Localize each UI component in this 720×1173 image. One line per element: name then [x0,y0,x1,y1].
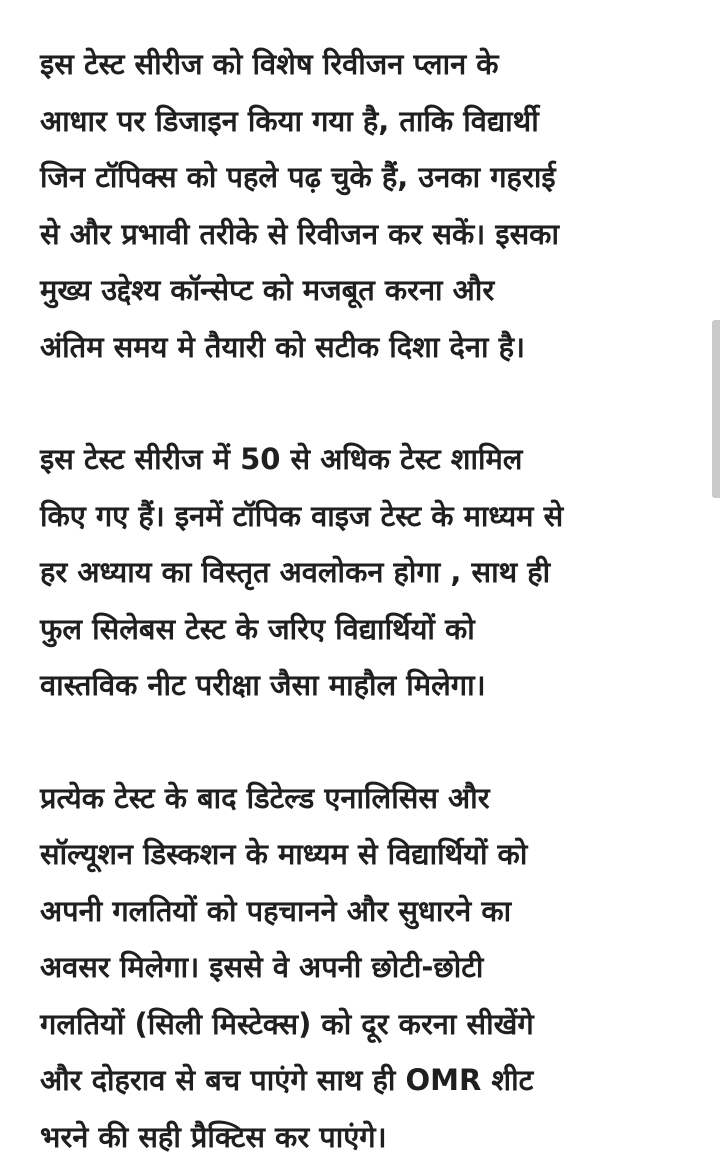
text-line: और दोहराव से बच पाएंगे साथ ही OMR शीट [40,1063,534,1097]
scrollbar-thumb[interactable] [712,320,720,498]
text-line: से और प्रभावी तरीके से रिवीजन कर सकें। इसका [40,216,559,251]
text-line: फुल सिलेबस टेस्ट के जरिए विद्यार्थियों को [40,611,475,646]
article-body [40,36,690,1165]
text-line: वास्तविक नीट परीक्षा जैसा माहौल मिलेगा। [40,668,486,702]
paragraph-revision-plan [40,36,690,375]
paragraph-test-count [40,431,690,714]
text-line: इस टेस्ट सीरीज में 50 से अधिक टेस्ट शामिल [40,442,523,476]
text-line: किए गए हैं। इनमें टॉपिक वाइज टेस्ट के माध्यम से [40,498,564,533]
text-line: आधार पर डिजाइन किया गया है, ताकि विद्यार्थी [40,103,539,138]
text-line: प्रत्येक टेस्ट के बाद डिटेल्ड एनालिसिस और [40,780,490,815]
text-line: अंतिम समय मे तैयारी को सटीक दिशा देना है। [40,329,525,364]
text-line: अपनी गलतियों को पहचानने और सुधारने का [40,893,512,928]
text-line: गलतियों (सिली मिस्टेक्स) को दूर करना सीखेंगे [40,1006,534,1041]
text-line: सॉल्यूशन डिस्कशन के माध्यम से विद्यार्थियों को [40,837,528,871]
text-line: जिन टॉपिक्स को पहले पढ़ चुके हैं, उनका गहराई [40,160,556,194]
text-line: मुख्य उद्देश्य कॉन्सेप्ट को मजबूत करना और [40,273,495,307]
paragraph-analysis [40,770,690,1166]
text-line: हर अध्याय का विस्तृत अवलोकन होगा , साथ ही [40,555,551,589]
text-line: इस टेस्ट सीरीज को विशेष रिवीजन प्लान के [40,47,499,81]
text-line: भरने की सही प्रैक्टिस कर पाएंगे। [40,1119,387,1154]
text-line: अवसर मिलेगा। इससे वे अपनी छोटी-छोटी [40,950,484,984]
